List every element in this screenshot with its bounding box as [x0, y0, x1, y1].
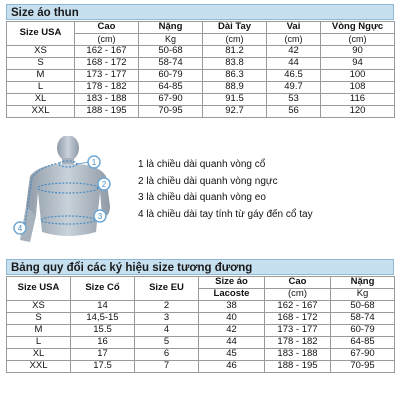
unit-height: (cm) [265, 289, 331, 301]
header-lacoste-line2: Lacoste [199, 289, 265, 301]
table-cell: 44 [267, 58, 321, 70]
table-cell: 14,5-15 [71, 313, 135, 325]
table-cell: 42 [199, 325, 265, 337]
table-cell: 67-90 [331, 349, 395, 361]
table-cell: 178 - 182 [265, 337, 331, 349]
unit-weight: Kg [331, 289, 395, 301]
size-chart-table [6, 21, 395, 118]
table-row [7, 46, 395, 58]
table-cell: XXL [7, 361, 71, 373]
table-row [7, 106, 395, 118]
body-measurement-figure [10, 136, 128, 246]
header-height: Cao [265, 277, 331, 289]
table-row [7, 361, 395, 373]
table-cell: 173 - 177 [75, 70, 139, 82]
table-cell: 60-79 [331, 325, 395, 337]
header-chest: Vòng Ngực [321, 22, 395, 34]
table-row [7, 82, 395, 94]
marker-2-icon [98, 178, 110, 190]
table-row [7, 313, 395, 325]
table-cell: 17 [71, 349, 135, 361]
table-cell: XL [7, 94, 75, 106]
table-cell: 6 [135, 349, 199, 361]
table-header-row [7, 22, 395, 34]
marker-3-label: 3 [97, 212, 103, 221]
table-cell: 50-68 [139, 46, 203, 58]
table-cell: 50-68 [331, 301, 395, 313]
table-cell: 17.5 [71, 361, 135, 373]
table-cell: M [7, 325, 71, 337]
table-cell: 162 - 167 [265, 301, 331, 313]
table-cell: 15.5 [71, 325, 135, 337]
torso-silhouette-icon [17, 136, 110, 242]
table-cell: 94 [321, 58, 395, 70]
table-row [7, 58, 395, 70]
table-cell: 5 [135, 337, 199, 349]
table-cell: 162 - 167 [75, 46, 139, 58]
table-cell: 173 - 177 [265, 325, 331, 337]
measurement-legend [138, 157, 313, 223]
legend-item: 1 là chiều dài quanh vòng cổ [138, 159, 266, 170]
table-cell: 178 - 182 [75, 82, 139, 94]
table-cell: 168 - 172 [75, 58, 139, 70]
unit-weight: Kg [139, 34, 203, 46]
table-cell: XS [7, 301, 71, 313]
unit-shoulder: (cm) [267, 34, 321, 46]
table-cell: 70-95 [139, 106, 203, 118]
table-cell: 67-90 [139, 94, 203, 106]
table-cell: 91.5 [203, 94, 267, 106]
table-cell: 83.8 [203, 58, 267, 70]
table-cell: 64-85 [139, 82, 203, 94]
header-size-usa: Size USA [7, 22, 75, 46]
table-header-row [7, 277, 395, 289]
table-cell: 188 - 195 [75, 106, 139, 118]
table-cell: 58-74 [331, 313, 395, 325]
table-cell: 14 [71, 301, 135, 313]
marker-4-icon [14, 222, 26, 234]
table-cell: M [7, 70, 75, 82]
unit-sleeve: (cm) [203, 34, 267, 46]
table-row [7, 301, 395, 313]
header-shoulder: Vai [267, 22, 321, 34]
legend-item: 2 là chiều dài quanh vòng ngực [138, 175, 278, 187]
table-cell: 183 - 188 [265, 349, 331, 361]
table-cell: L [7, 337, 71, 349]
size-chart-title: Size áo thun [6, 4, 394, 20]
table-cell: 40 [199, 313, 265, 325]
table-cell: L [7, 82, 75, 94]
table-cell: XS [7, 46, 75, 58]
table-cell: 49.7 [267, 82, 321, 94]
table-cell: 70-95 [331, 361, 395, 373]
table-cell: 45 [199, 349, 265, 361]
unit-chest: (cm) [321, 34, 395, 46]
table-cell: 58-74 [139, 58, 203, 70]
table-cell: 60-79 [139, 70, 203, 82]
header-neck-size: Size Cổ [71, 277, 135, 301]
table-cell: 86.3 [203, 70, 267, 82]
table-cell: 46.5 [267, 70, 321, 82]
table-cell: 64-85 [331, 337, 395, 349]
marker-4-label: 4 [17, 224, 23, 233]
table-cell: 3 [135, 313, 199, 325]
legend-item: 3 là chiều dài quanh vòng eo [138, 192, 266, 203]
table-cell: 42 [267, 46, 321, 58]
table-cell: S [7, 313, 71, 325]
table-cell: 183 - 188 [75, 94, 139, 106]
table-cell: 116 [321, 94, 395, 106]
table-cell: XXL [7, 106, 75, 118]
size-conversion-title: Bảng quy đổi các ký hiệu size tương đương [6, 259, 394, 275]
table-cell: 188 - 195 [265, 361, 331, 373]
table-cell: 92.7 [203, 106, 267, 118]
marker-3-icon [94, 210, 106, 222]
marker-1-label: 1 [91, 158, 97, 167]
table-cell: 4 [135, 325, 199, 337]
table-cell: 38 [199, 301, 265, 313]
header-lacoste-size: Size áo [199, 277, 265, 289]
header-weight: Nặng [331, 277, 395, 289]
table-row [7, 70, 395, 82]
table-cell: 2 [135, 301, 199, 313]
size-conversion-table [6, 276, 395, 373]
header-height: Cao [75, 22, 139, 34]
table-row [7, 337, 395, 349]
table-cell: 120 [321, 106, 395, 118]
legend-item: 4 là chiều dài tay tính từ gáy đến cổ tay [138, 208, 313, 220]
table-cell: 53 [267, 94, 321, 106]
table-cell: 7 [135, 361, 199, 373]
table-cell: 90 [321, 46, 395, 58]
table-cell: XL [7, 349, 71, 361]
table-cell: 56 [267, 106, 321, 118]
table-cell: 168 - 172 [265, 313, 331, 325]
table-cell: S [7, 58, 75, 70]
table-row [7, 325, 395, 337]
table-cell: 44 [199, 337, 265, 349]
table-cell: 46 [199, 361, 265, 373]
table-cell: 81.2 [203, 46, 267, 58]
table-cell: 88.9 [203, 82, 267, 94]
marker-2-label: 2 [101, 180, 107, 189]
table-row [7, 94, 395, 106]
table-cell: 100 [321, 70, 395, 82]
table-row [7, 349, 395, 361]
unit-height: (cm) [75, 34, 139, 46]
table-cell: 108 [321, 82, 395, 94]
header-size-eu: Size EU [135, 277, 199, 301]
header-weight: Nặng [139, 22, 203, 34]
header-size-usa: Size USA [7, 277, 71, 301]
header-sleeve: Dài Tay [203, 22, 267, 34]
table-cell: 16 [71, 337, 135, 349]
